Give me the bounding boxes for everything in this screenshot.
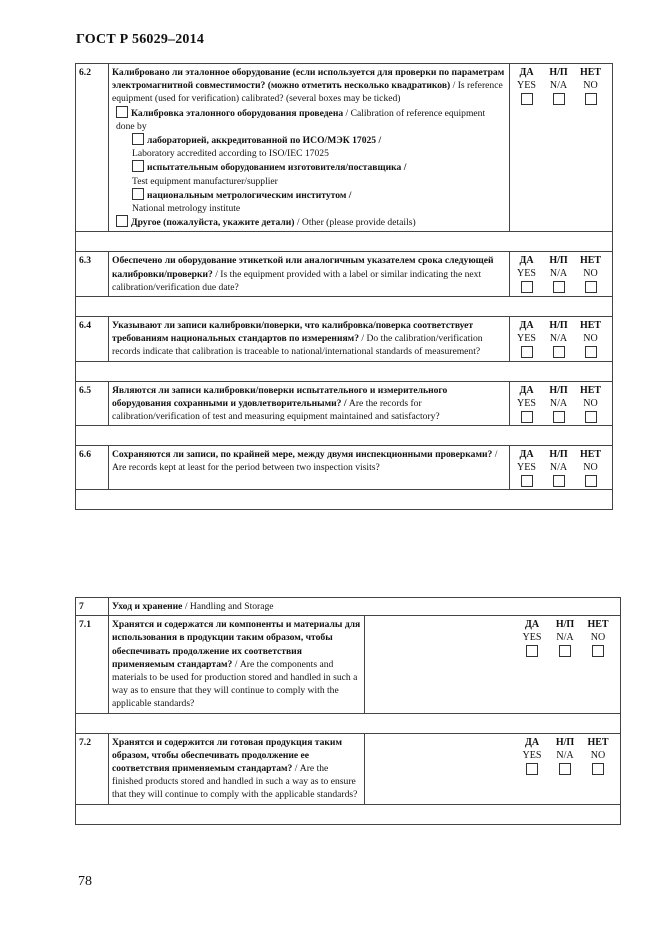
answer-option (518, 618, 546, 657)
answer-option-group (513, 254, 609, 293)
question-row (76, 252, 613, 297)
sub-option (112, 188, 506, 215)
sub-option-ru: лабораторией, аккредитованной по ИСО/МЭК 17025 / (147, 135, 382, 147)
section-number: 7 (76, 598, 109, 616)
answer-option (577, 448, 604, 487)
notes-row[interactable] (76, 426, 613, 446)
notes-row[interactable] (76, 297, 613, 317)
sub-option (112, 133, 506, 160)
answer-checkbox[interactable] (521, 346, 533, 358)
option-label-ru: НЕТ (579, 255, 602, 267)
question-text (109, 446, 510, 490)
option-label-ru: НЕТ (579, 384, 602, 396)
question-ru: Сохраняются ли записи, по крайней мере, между двумя инспекционными проверками? (112, 449, 493, 461)
sub-option-ru: национальным метрологическим институтом / (147, 189, 352, 201)
option-label-ru: ДА (519, 449, 534, 461)
question-ru: Хранятся и содержатся ли компоненты и материалы для использования в продукции таким образом, чтобы обеспечивать продолжение их соответствия применяемым стандартам? (112, 619, 361, 670)
answer-option-group (513, 319, 609, 358)
answer-option (513, 319, 540, 358)
sub-option (112, 106, 506, 133)
option-label-en: N/A (549, 397, 568, 409)
question-number: 6.5 (76, 381, 109, 426)
option-label-ru: Н/П (549, 384, 568, 396)
option-label-ru: НЕТ (579, 449, 602, 461)
answer-option (545, 254, 572, 293)
answer-checkbox[interactable] (553, 93, 565, 105)
answer-checkbox[interactable] (592, 763, 604, 775)
answer-option (545, 66, 572, 105)
option-label-ru: Н/П (549, 255, 568, 267)
notes-row[interactable] (76, 361, 613, 381)
option-label-ru: ДА (519, 384, 534, 396)
option-label-en: N/A (549, 333, 568, 345)
question-ru: Калибровано ли эталонное оборудование (если используется для проверки по параметрам электромагнитной совместимости? (можно отметить несколько квадратиков) (112, 67, 505, 92)
question-text (109, 381, 510, 426)
option-label-en: YES (517, 268, 536, 280)
option-label-ru: Н/П (555, 736, 575, 748)
option-label-ru: ДА (519, 255, 534, 267)
question-number: 6.4 (76, 317, 109, 362)
answer-checkbox[interactable] (585, 475, 597, 487)
question-text (109, 733, 365, 804)
answer-option (584, 736, 612, 775)
question-row (76, 381, 613, 426)
option-label-en: YES (517, 397, 536, 409)
sub-option-en: / Calibration of reference equipment done by (116, 107, 486, 132)
answer-options (365, 733, 621, 804)
option-label-en: N/A (556, 749, 574, 761)
answer-option-group (513, 384, 609, 423)
option-label-en: NO (583, 397, 598, 409)
sub-option-ru: Другое (пожалуйста, укажите детали) (131, 217, 295, 229)
sub-option-ru: испытательным оборудованием изготовителя/поставщика / (147, 162, 407, 174)
question-number: 6.2 (76, 64, 109, 232)
answer-options (365, 616, 621, 713)
answer-checkbox[interactable] (521, 475, 533, 487)
answer-options (510, 446, 613, 490)
section-title-ru: Уход и хранение (112, 601, 183, 612)
notes-row[interactable] (76, 713, 621, 733)
option-label-en: N/A (549, 268, 568, 280)
checkbox[interactable] (132, 188, 144, 200)
sub-option-ru: Калибровка эталонного оборудования проведена (131, 107, 344, 119)
answer-option (513, 448, 540, 487)
answer-checkbox[interactable] (559, 763, 571, 775)
answer-options (510, 64, 613, 232)
sub-option-en: National metrology institute (132, 203, 241, 215)
answer-option (513, 66, 540, 105)
answer-option (551, 736, 579, 775)
question-number: 7.1 (76, 616, 109, 713)
notes-row[interactable] (76, 804, 621, 824)
question-row (76, 64, 613, 232)
checklist-table-section-6 (75, 63, 613, 510)
answer-checkbox[interactable] (521, 281, 533, 293)
option-label-en: NO (583, 80, 598, 91)
answer-option (513, 384, 540, 423)
answer-checkbox[interactable] (521, 411, 533, 423)
question-ru: Хранятся и содержится ли готовая продукция таким образом, чтобы обеспечивать продолжение ее соответствия применяемым стандартам? (112, 736, 342, 775)
answer-options (510, 317, 613, 362)
sub-option (112, 215, 506, 229)
option-label-en: YES (517, 333, 536, 345)
answer-checkbox[interactable] (585, 411, 597, 423)
checkbox[interactable] (116, 215, 128, 227)
question-en: / Do the calibration/verification records indicate that calibration is traceable to national/international standards of measurement? (112, 333, 483, 358)
option-label-ru: Н/П (555, 619, 575, 631)
answer-option (545, 319, 572, 358)
checkbox[interactable] (132, 160, 144, 172)
option-label-ru: НЕТ (579, 320, 602, 332)
answer-checkbox[interactable] (553, 475, 565, 487)
answer-option-group (513, 66, 609, 105)
option-label-en: NO (590, 632, 606, 644)
answer-checkbox[interactable] (553, 281, 565, 293)
option-label-ru: ДА (519, 67, 534, 78)
answer-checkbox[interactable] (526, 645, 538, 657)
answer-checkbox[interactable] (585, 346, 597, 358)
question-row (76, 317, 613, 362)
answer-option-group (513, 448, 609, 487)
option-label-ru: Н/П (549, 449, 568, 461)
question-ru: Указывают ли записи калибровки/поверки, что калибровка/поверка соответствует требованиям национальных стандартов по измерениям? (112, 320, 474, 345)
question-number: 6.6 (76, 446, 109, 490)
checkbox[interactable] (132, 133, 144, 145)
option-label-en: YES (517, 462, 536, 474)
answer-options (510, 381, 613, 426)
answer-option (545, 384, 572, 423)
notes-row[interactable] (76, 232, 613, 252)
option-label-en: YES (517, 80, 536, 91)
option-label-ru: ДА (519, 320, 534, 332)
checklist-table-section-7 (75, 597, 621, 825)
question-en: / Is the equipment provided with a label or similar indicating the next calibration/verification due date? (112, 268, 482, 293)
question-row (76, 733, 621, 804)
answer-option (577, 66, 604, 105)
section-title-row (76, 598, 621, 616)
question-en: / Are the finished products stored and handled in such a way as to ensure that they will continue to comply with the applicable standards? (112, 763, 358, 801)
page-number: 78 (78, 874, 92, 889)
question-en: Are the records for calibration/verification of test and measuring equipment maintained and satisfactory? (112, 397, 440, 423)
answer-option (577, 384, 604, 423)
answer-checkbox[interactable] (553, 411, 565, 423)
question-number: 6.3 (76, 252, 109, 297)
answer-checkbox[interactable] (559, 645, 571, 657)
question-number: 7.2 (76, 733, 109, 804)
option-label-ru: Н/П (549, 67, 568, 78)
option-label-en: YES (522, 632, 542, 644)
option-label-en: N/A (549, 80, 568, 91)
option-label-ru: ДА (524, 619, 540, 631)
answer-checkbox[interactable] (585, 93, 597, 105)
section-title (109, 598, 621, 616)
answer-checkbox[interactable] (592, 645, 604, 657)
question-text (109, 317, 510, 362)
question-row (76, 446, 613, 490)
question-en: / Is reference equipment (used for verification) calibrated? (several boxes may be ticked) (112, 80, 503, 105)
option-label-en: NO (583, 268, 598, 280)
section-title-en: / Handling and Storage (182, 601, 274, 612)
question-text (109, 64, 510, 232)
answer-option (551, 618, 579, 657)
question-ru: Являются ли записи калибровки/поверки испытательного и измерительного оборудования сохранными и удовлетворительными? / (112, 384, 448, 409)
option-label-ru: НЕТ (587, 736, 609, 748)
notes-row[interactable] (76, 490, 613, 510)
option-label-ru: НЕТ (579, 67, 602, 78)
question-row (76, 616, 621, 713)
option-label-en: NO (583, 462, 598, 474)
sub-option-en: Laboratory accredited according to ISO/IEC 17025 (132, 148, 329, 160)
answer-options (510, 252, 613, 297)
option-label-ru: ДА (524, 736, 540, 748)
question-en: / Are records kept at least for the period between two inspection visits? (112, 449, 498, 474)
answer-checkbox[interactable] (526, 763, 538, 775)
answer-checkbox[interactable] (553, 346, 565, 358)
question-text (109, 252, 510, 297)
option-label-ru: НЕТ (587, 619, 609, 631)
option-label-en: N/A (556, 632, 574, 644)
option-label-en: NO (590, 749, 606, 761)
sub-option (112, 160, 506, 187)
answer-option-group (368, 618, 617, 657)
option-label-en: N/A (549, 462, 568, 474)
answer-option (513, 254, 540, 293)
question-text (109, 616, 365, 713)
answer-checkbox[interactable] (585, 281, 597, 293)
answer-checkbox[interactable] (521, 93, 533, 105)
option-label-ru: Н/П (549, 320, 568, 332)
question-en: / Are the components and materials to be used for production stored and handled in such a way as to ensure that they will continue to comply with the applicable standards? (112, 658, 358, 710)
answer-option (545, 448, 572, 487)
option-label-en: YES (522, 749, 542, 761)
answer-option (518, 736, 546, 775)
answer-option-group (368, 736, 617, 775)
question-ru: Обеспечено ли оборудование этикеткой или аналогичным указателем срока следующей калибровки/проверки? (112, 255, 494, 280)
document-header: ГОСТ Р 56029–2014 (76, 32, 205, 47)
answer-option (584, 618, 612, 657)
checkbox[interactable] (116, 106, 128, 118)
sub-option-en: / Other (please provide details) (294, 217, 416, 229)
answer-option (577, 319, 604, 358)
sub-option-en: Test equipment manufacturer/supplier (132, 175, 278, 187)
option-label-en: NO (583, 333, 598, 345)
answer-option (577, 254, 604, 293)
